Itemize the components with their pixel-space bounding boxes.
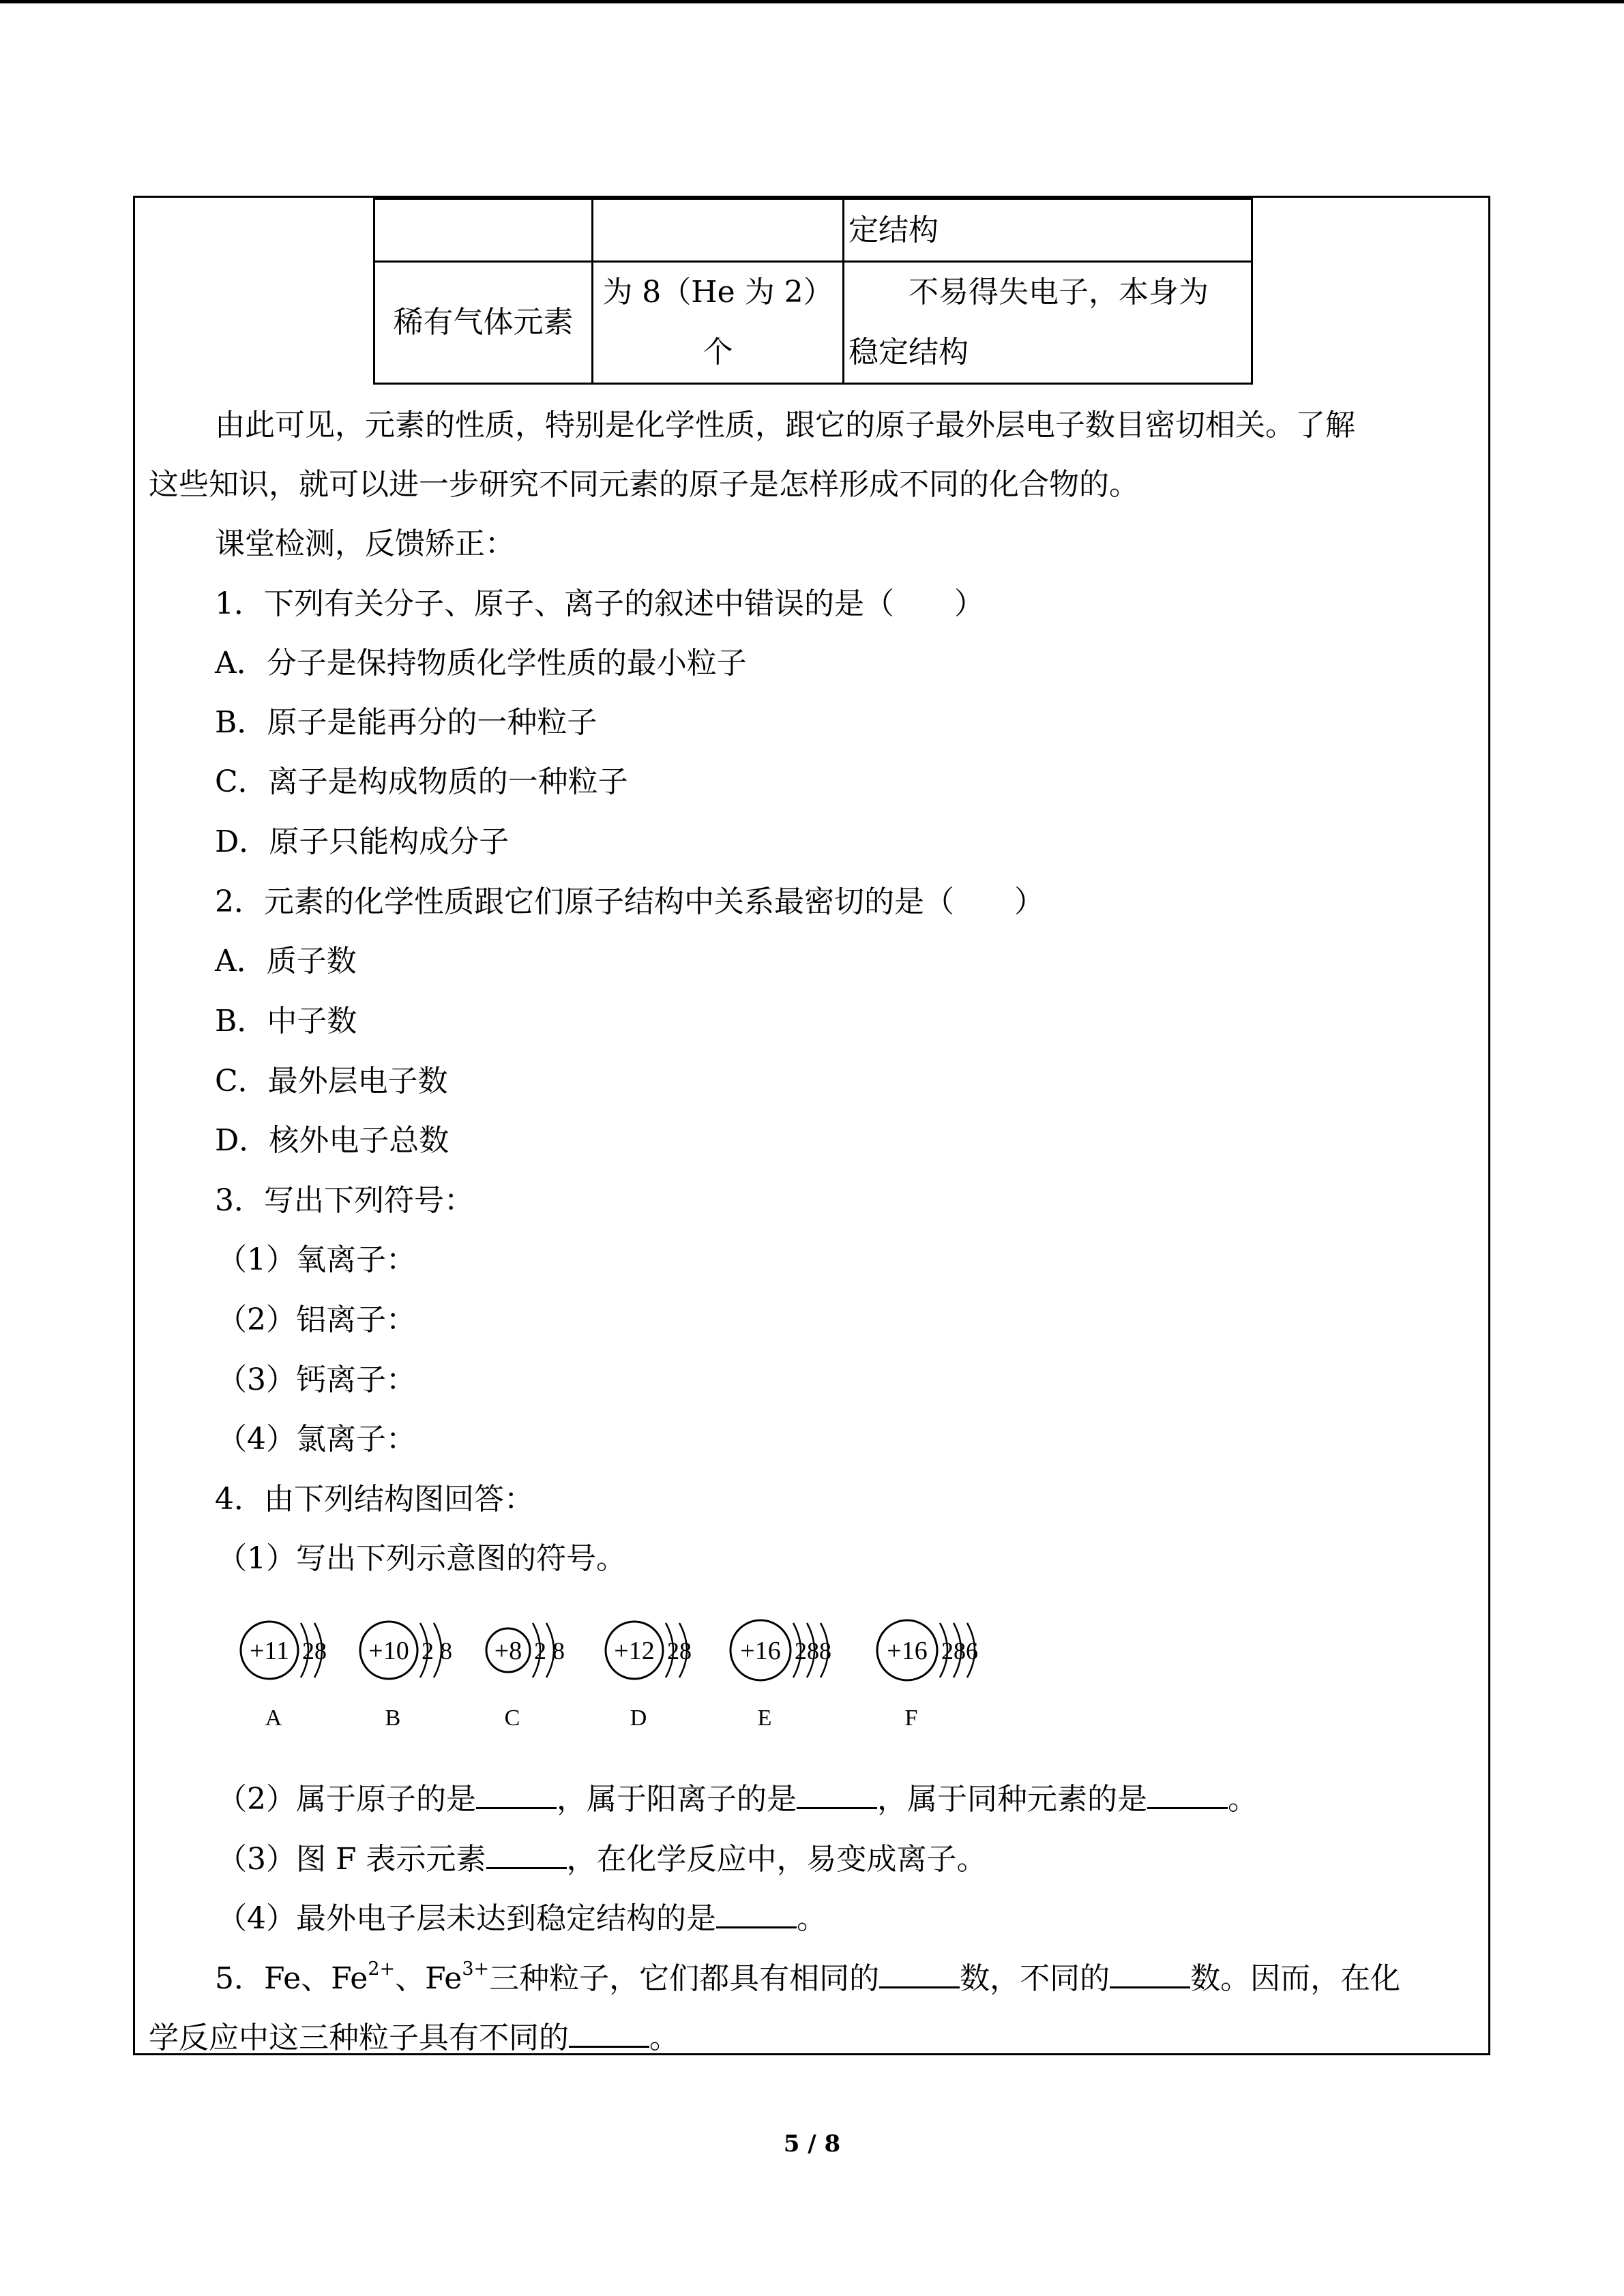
answer-blank[interactable]: [879, 1956, 960, 1988]
atom-label: D: [630, 1705, 647, 1731]
nucleus-charge: +10: [368, 1637, 409, 1665]
summary-line-1: 由此可见，元素的性质，特别是化学性质，跟它的原子最外层电子数目密切相关。了解: [215, 408, 1355, 443]
table-row: [374, 262, 1252, 384]
answer-blank[interactable]: [569, 2016, 649, 2048]
question-2-option-d: D．核外电子总数: [215, 1123, 449, 1158]
table-cell: [593, 199, 844, 262]
question-2-option-c: C．最外层电子数: [215, 1064, 448, 1099]
summary-line-2: 这些知识，就可以进一步研究不同元素的原子是怎样形成不同的化合物的。: [149, 467, 1139, 502]
question-3-item-2: （2）铝离子：: [217, 1302, 416, 1337]
atom-label: E: [757, 1705, 772, 1731]
question-1-option-a: A．分子是保持物质化学性质的最小粒子: [215, 646, 747, 681]
electron-count: 2 8: [422, 1637, 452, 1665]
electron-count: 288: [795, 1637, 831, 1665]
question-2-option-b: B．中子数: [215, 1004, 357, 1039]
element-properties-table: [373, 198, 1253, 385]
table-cell: [374, 199, 593, 262]
question-3-item-1: （1）氧离子：: [217, 1242, 416, 1277]
question-4-item-4: （4）最外电子层未达到稳定结构的是 。: [217, 1896, 827, 1939]
table-cell-property: 不易得失电子，本身为 稳定结构: [844, 262, 1252, 384]
atom-diagram-e: [730, 1620, 831, 1731]
atom-diagram-d: [606, 1622, 692, 1731]
electron-count: 28: [667, 1637, 692, 1665]
answer-blank[interactable]: [797, 1777, 877, 1809]
atom-label: C: [504, 1705, 520, 1731]
question-4-item-3: （3）图 F 表示元素 ，在化学反应中，易变成离子。: [217, 1837, 987, 1880]
electron-count: 286: [941, 1637, 978, 1665]
question-5-line-1: 5．Fe、$Fe^{2+}$、$Fe^{3+}$三种粒子，它们都具有相同的 数，不同的 数。因而，在化: [215, 1956, 1400, 1999]
electron-count: 28: [302, 1637, 327, 1665]
question-1-option-d: D．原子只能构成分子: [215, 824, 510, 859]
question-2-option-a: A．质子数: [215, 944, 357, 979]
electron-count: 2 8: [534, 1637, 565, 1665]
answer-blank[interactable]: [476, 1777, 557, 1809]
atom-diagram-a: [241, 1622, 327, 1731]
nucleus-charge: +11: [249, 1637, 290, 1665]
question-5-line-2: 学反应中这三种粒子具有不同的 。: [149, 2016, 679, 2059]
page-number: 5 / 8: [783, 2130, 841, 2158]
nucleus-charge: +12: [614, 1637, 655, 1665]
question-3-stem: 3．写出下列符号：: [215, 1183, 474, 1218]
table-cell-outer-electrons: 为 8（He 为 2） 个: [593, 262, 844, 384]
question-4-item-2: （2）属于原子的是 ，属于阳离子的是 ，属于同种元素的是 。: [217, 1777, 1258, 1820]
question-1-option-b: B．原子是能再分的一种粒子: [215, 705, 597, 740]
table-cell: 定结构: [844, 199, 1252, 262]
answer-blank[interactable]: [716, 1896, 797, 1928]
atom-label: F: [904, 1705, 918, 1731]
atom-diagram-b: [360, 1622, 452, 1731]
question-1-stem: 1．下列有关分子、原子、离子的叙述中错误的是（ ）: [215, 586, 984, 621]
table-cell-element-type: 稀有气体元素: [374, 262, 593, 384]
atom-label: B: [385, 1705, 401, 1731]
nucleus-charge: +16: [740, 1637, 781, 1665]
atomic-structure-diagrams: [232, 1608, 978, 1738]
nucleus-charge: +8: [494, 1637, 522, 1665]
question-3-item-3: （3）钙离子：: [217, 1362, 416, 1397]
top-border-line: [0, 0, 1624, 3]
atom-diagram-c: [486, 1623, 565, 1731]
question-2-stem: 2．元素的化学性质跟它们原子结构中关系最密切的是（ ）: [215, 884, 1044, 919]
table-row: [374, 199, 1252, 262]
atom-diagram-f: [877, 1620, 978, 1731]
question-3-item-4: （4）氯离子：: [217, 1422, 416, 1457]
answer-blank[interactable]: [486, 1837, 567, 1869]
nucleus-charge: +16: [887, 1637, 928, 1665]
question-4-item-1: （1）写出下列示意图的符号。: [217, 1541, 626, 1576]
answer-blank[interactable]: [1147, 1777, 1228, 1809]
section-heading: 课堂检测，反馈矫正：: [215, 526, 515, 561]
atom-label: A: [265, 1705, 282, 1731]
answer-blank[interactable]: [1110, 1956, 1190, 1988]
question-1-option-c: C．离子是构成物质的一种粒子: [215, 764, 628, 799]
question-4-stem: 4．由下列结构图回答：: [215, 1482, 534, 1517]
